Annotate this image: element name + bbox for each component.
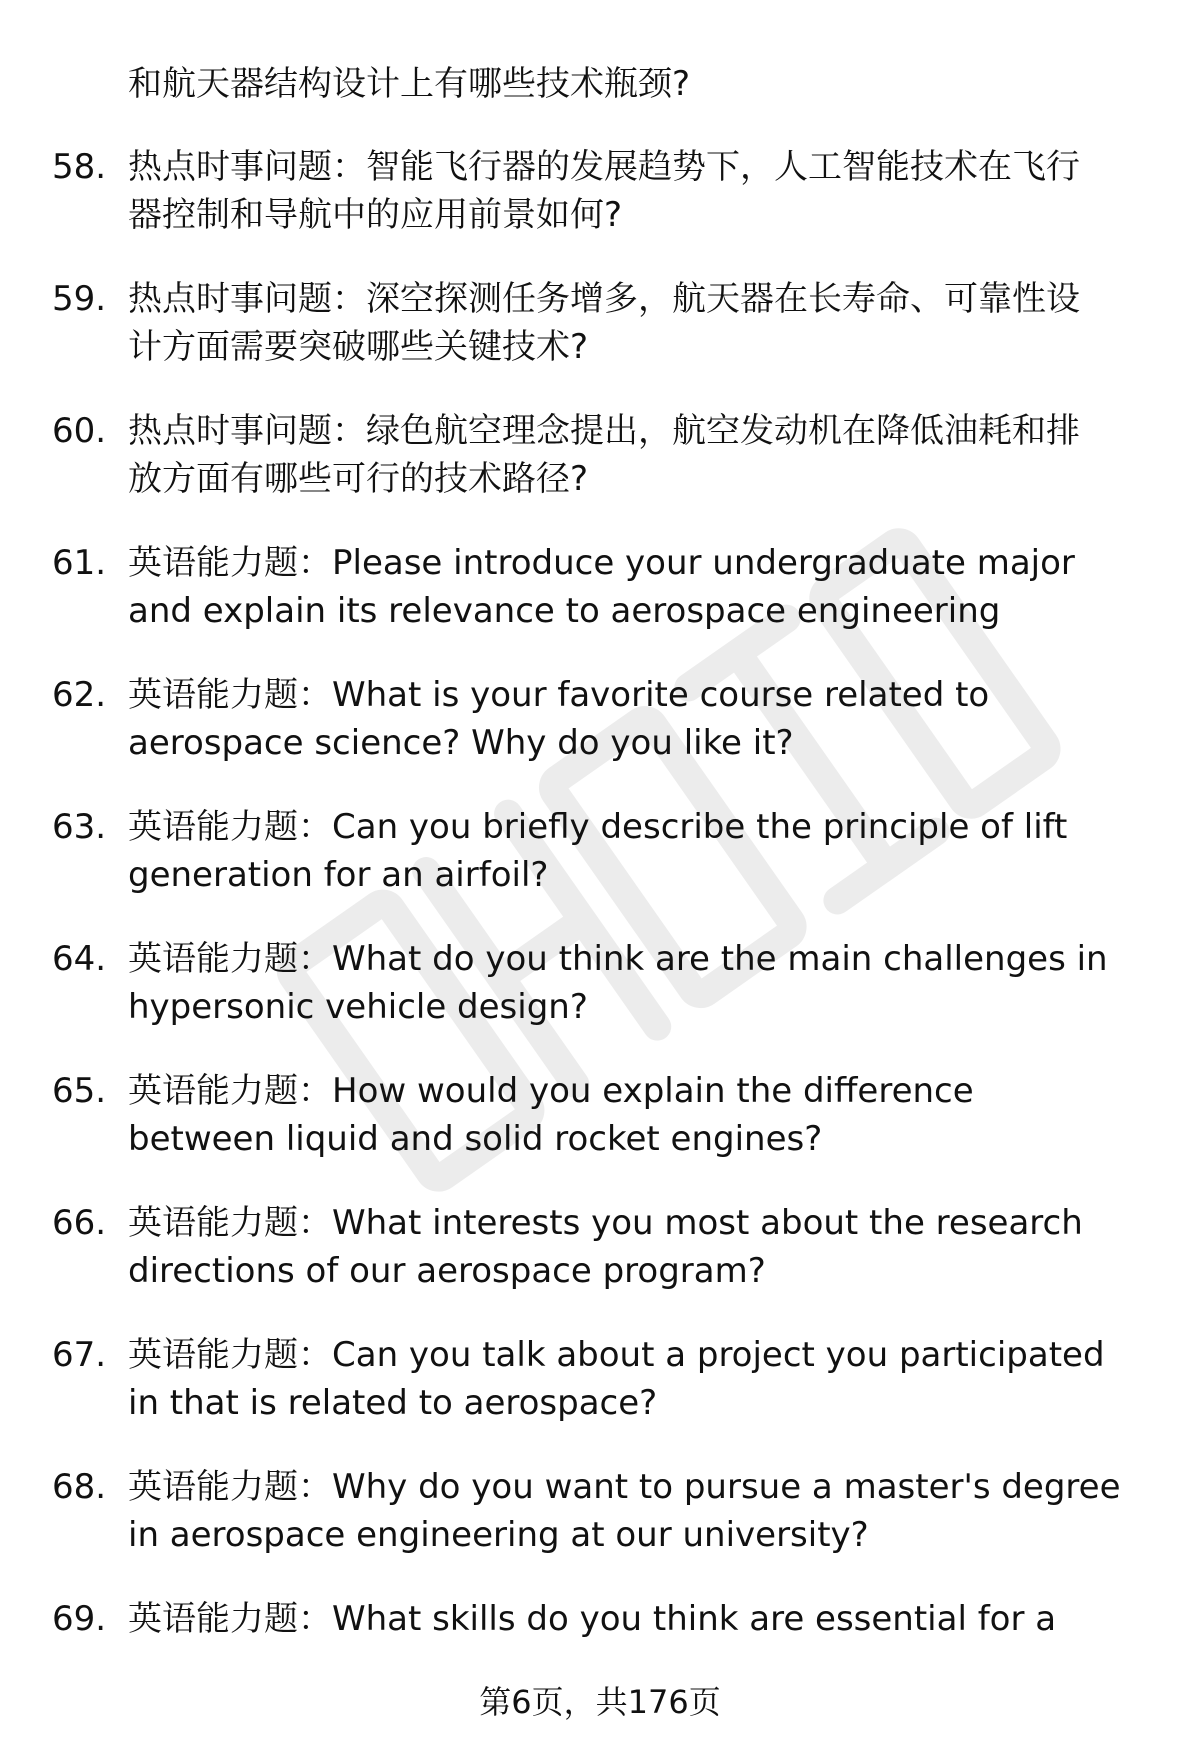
- question-line: 英语能力题：How would you explain the difference: [128, 1071, 974, 1111]
- question-item: [52, 1331, 1152, 1427]
- question-text: [128, 1199, 1152, 1295]
- question-item: [52, 407, 1152, 503]
- question-line: 英语能力题：What is your favorite course related to: [128, 675, 990, 715]
- question-item: [52, 803, 1152, 899]
- question-line: and explain its relevance to aerospace engineering: [128, 591, 1001, 631]
- question-item: [52, 1595, 1152, 1643]
- question-line: 英语能力题：What do you think are the main challenges in: [128, 939, 1108, 979]
- question-item: [52, 1067, 1152, 1163]
- question-text: [128, 935, 1152, 1031]
- question-line: 英语能力题：What skills do you think are essential for a: [128, 1599, 1057, 1639]
- question-line: hypersonic vehicle design?: [128, 987, 588, 1027]
- question-text: [128, 143, 1152, 239]
- question-number: 67.: [52, 1335, 107, 1375]
- question-item: [52, 275, 1152, 371]
- question-line: 英语能力题：Can you briefly describe the principle of lift: [128, 807, 1068, 847]
- question-number: 63.: [52, 807, 107, 847]
- question-text: [128, 803, 1152, 899]
- continuation-text: 和航天器结构设计上有哪些技术瓶颈?: [128, 64, 691, 104]
- question-number: 62.: [52, 675, 107, 715]
- question-line: aerospace science? Why do you like it?: [128, 723, 794, 763]
- question-number: 66.: [52, 1203, 107, 1243]
- question-text: [128, 407, 1152, 503]
- question-line: 热点时事问题：绿色航空理念提出，航空发动机在降低油耗和排: [128, 411, 1080, 451]
- question-line: directions of our aerospace program?: [128, 1251, 766, 1291]
- question-line: generation for an airfoil?: [128, 855, 549, 895]
- question-line: 英语能力题：Please introduce your undergraduate major: [128, 543, 1075, 583]
- page-footer: 第6页，共176页: [479, 1683, 721, 1721]
- question-text: [128, 1463, 1152, 1559]
- question-item: [52, 539, 1152, 635]
- question-number: 60.: [52, 411, 107, 451]
- question-text: [128, 539, 1152, 635]
- question-item: [52, 1463, 1152, 1559]
- question-item: [52, 935, 1152, 1031]
- question-line: 计方面需要突破哪些关键技术?: [128, 327, 589, 367]
- question-text: [128, 671, 1152, 767]
- question-number: 58.: [52, 147, 107, 187]
- question-line: 英语能力题：Why do you want to pursue a master's degree: [128, 1467, 1121, 1507]
- question-line: 热点时事问题：深空探测任务增多，航天器在长寿命、可靠性设: [128, 279, 1080, 319]
- question-text: [128, 1331, 1152, 1427]
- question-line: in aerospace engineering at our university?: [128, 1515, 869, 1555]
- question-item: [52, 143, 1152, 239]
- question-line: 热点时事问题：智能飞行器的发展趋势下，人工智能技术在飞行: [128, 147, 1080, 187]
- question-line: between liquid and solid rocket engines?: [128, 1119, 823, 1159]
- question-line: in that is related to aerospace?: [128, 1383, 658, 1423]
- question-item: [52, 671, 1152, 767]
- question-number: 59.: [52, 279, 107, 319]
- question-number: 64.: [52, 939, 107, 979]
- question-number: 65.: [52, 1071, 107, 1111]
- question-line: 英语能力题：What interests you most about the research: [128, 1203, 1083, 1243]
- question-number: 68.: [52, 1467, 107, 1507]
- question-item: [52, 1199, 1152, 1295]
- question-line: 器控制和导航中的应用前景如何?: [128, 195, 623, 235]
- question-number: 61.: [52, 543, 107, 583]
- question-line: 英语能力题：Can you talk about a project you participated: [128, 1335, 1105, 1375]
- question-text: [128, 1067, 1152, 1163]
- question-text: [128, 1595, 1152, 1643]
- question-text: [128, 275, 1152, 371]
- question-line: 放方面有哪些可行的技术路径?: [128, 459, 589, 499]
- question-number: 69.: [52, 1599, 107, 1639]
